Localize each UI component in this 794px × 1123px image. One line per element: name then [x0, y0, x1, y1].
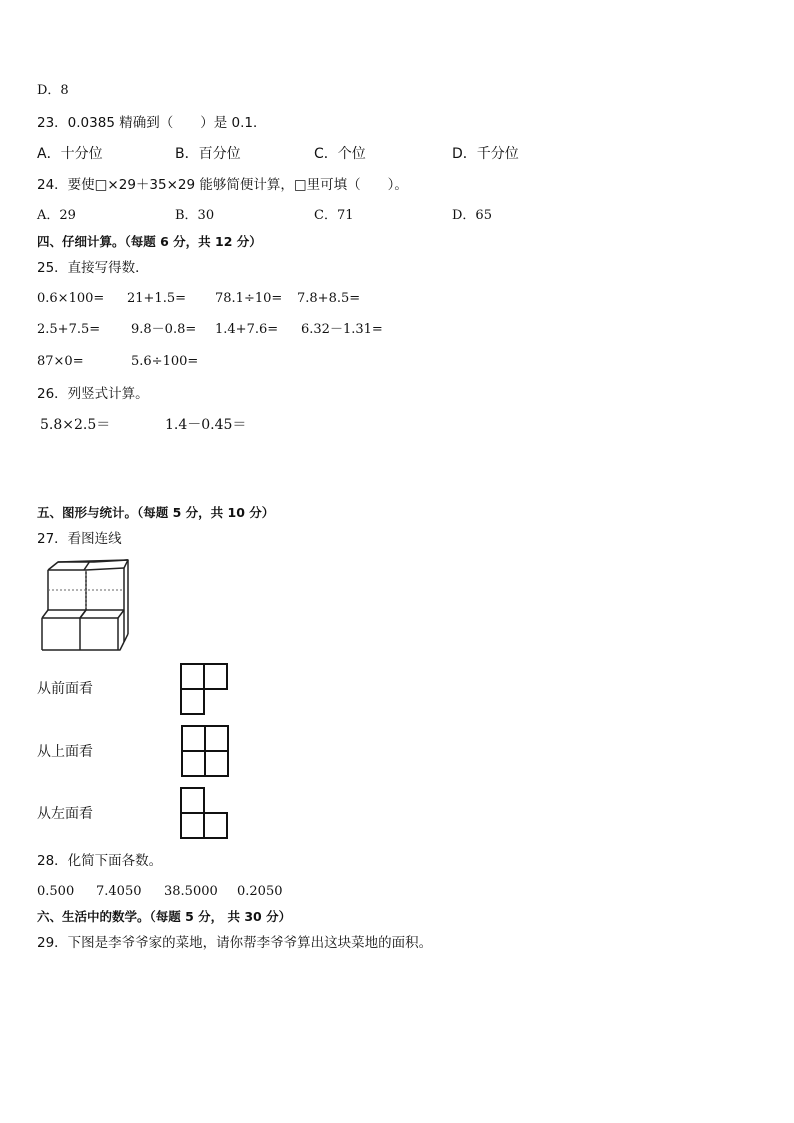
q23-option-b: B．百分位: [175, 146, 241, 162]
section-5-heading: 五、图形与统计。（每题 5 分，共 10 分）: [37, 505, 275, 520]
q28-number: 0.500: [37, 884, 75, 899]
q24-option-a: A．29: [37, 208, 76, 223]
q26-item: 1.4－0.45＝: [165, 417, 247, 433]
q28-stem: 28．化简下面各数。: [37, 853, 163, 869]
section-6-heading: 六、生活中的数学。（每题 5 分， 共 30 分）: [37, 909, 292, 924]
q27-stem: 27．看图连线: [37, 531, 122, 547]
q28-number: 7.4050: [96, 884, 142, 899]
q24-option-c: C．71: [314, 208, 354, 223]
q23-option-a: A．十分位: [37, 146, 103, 162]
view-shape-l-bottom-heavy[interactable]: [179, 786, 231, 842]
section-4-heading: 四、仔细计算。（每题 6 分，共 12 分）: [37, 234, 262, 249]
q25-expr: 7.8+8.5=: [297, 291, 361, 306]
q24-option-b: B．30: [175, 208, 215, 223]
q23-stem: 23．0.0385 精确到（ ）是 0.1．: [37, 115, 267, 131]
q25-expr: 5.6÷100=: [131, 354, 199, 369]
q22-option-d: D．8: [37, 83, 69, 98]
q24-stem: 24．要使□×29＋35×29 能够简便计算，□里可填（ ）。: [37, 177, 408, 193]
q26-stem: 26．列竖式计算。: [37, 386, 149, 402]
q25-expr: 87×0=: [37, 354, 84, 369]
view-shape-l-top-heavy[interactable]: [179, 662, 231, 718]
q25-expr: 1.4+7.6=: [215, 322, 279, 337]
view-shape-square[interactable]: [180, 724, 232, 780]
q25-expr: 0.6×100=: [37, 291, 105, 306]
q24-option-d: D．65: [452, 208, 492, 223]
view-label-top: 从上面看: [37, 744, 93, 760]
q28-number: 38.5000: [164, 884, 218, 899]
q25-expr: 9.8－0.8=: [131, 322, 197, 337]
q25-expr: 78.1÷10=: [215, 291, 283, 306]
q25-expr: 6.32－1.31=: [301, 322, 383, 337]
cube-stack-figure: [38, 556, 130, 654]
q25-expr: 2.5+7.5=: [37, 322, 101, 337]
q23-option-d: D．千分位: [452, 146, 519, 162]
q26-item: 5.8×2.5＝: [40, 417, 111, 433]
q28-number: 0.2050: [237, 884, 283, 899]
q25-expr: 21+1.5=: [127, 291, 187, 306]
q25-stem: 25．直接写得数．: [37, 260, 149, 276]
q29-stem: 29．下图是李爷爷家的菜地，请你帮李爷爷算出这块菜地的面积。: [37, 935, 433, 951]
view-label-front: 从前面看: [37, 681, 93, 697]
q23-option-c: C．个位: [314, 146, 366, 162]
view-label-left: 从左面看: [37, 806, 93, 822]
